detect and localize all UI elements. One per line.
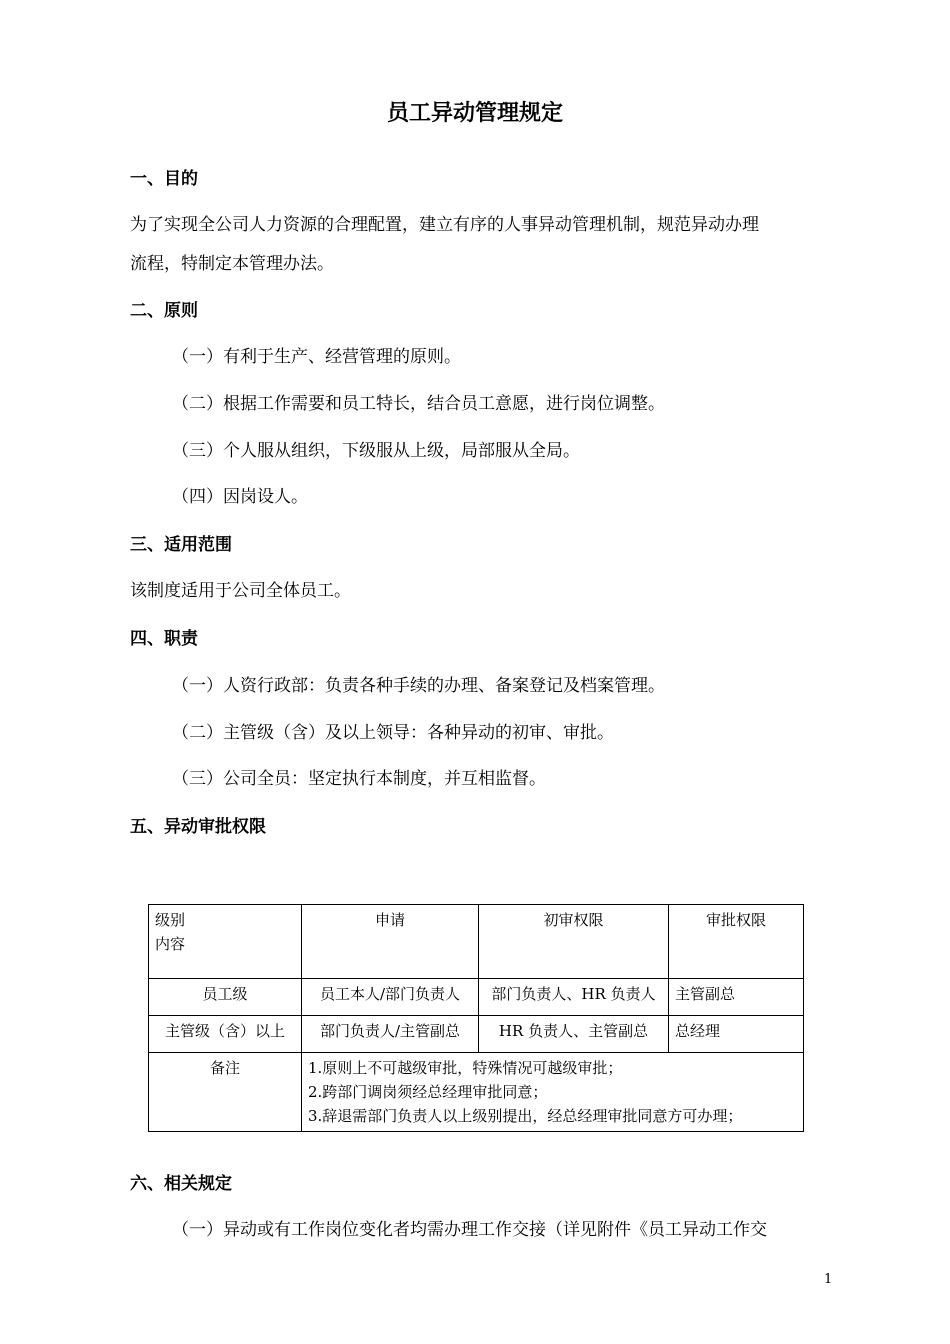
section-2-heading: 二、原则	[130, 301, 198, 321]
document-title: 员工异动管理规定	[386, 101, 563, 126]
row-approval-cell: 主管副总	[669, 979, 804, 1016]
section-4-heading: 四、职责	[130, 629, 198, 649]
scope-text: 该制度适用于公司全体员工。	[130, 581, 351, 601]
duty-item-3: （三）公司全员：坚定执行本制度，并互相监督。	[172, 769, 546, 789]
section-1-heading: 一、目的	[130, 169, 198, 189]
table-row	[149, 1016, 804, 1053]
corner-header-content: 内容	[155, 935, 186, 953]
row-approval-cell: 总经理	[669, 1016, 804, 1053]
header-apply: 申请	[302, 905, 479, 979]
principle-item-4: （四）因岗设人。	[172, 487, 308, 507]
regulation-item-1: （一）异动或有工作岗位变化者均需办理工作交接（详见附件《员工异动工作交	[172, 1220, 767, 1240]
section-1-text-line-2: 流程，特制定本管理办法。	[130, 254, 334, 274]
note-label-cell: 备注	[149, 1053, 302, 1132]
section-1-text-line-1: 为了实现全公司人力资源的合理配置，建立有序的人事异动管理机制，规范异动办理	[130, 215, 759, 235]
approval-authority-table	[148, 904, 804, 1132]
note-line-3: 3.辞退需部门负责人以上级别提出，经总经理审批同意方可办理；	[308, 1107, 743, 1125]
row-level-cell: 主管级（含）以上	[149, 1016, 302, 1053]
note-line-1: 1.原则上不可越级审批，特殊情况可越级审批；	[308, 1059, 623, 1077]
section-6-heading: 六、相关规定	[130, 1174, 232, 1194]
row-apply-cell: 部门负责人/主管副总	[302, 1016, 479, 1053]
corner-header-level: 级别	[155, 911, 186, 929]
corner-header-cell	[149, 905, 302, 979]
duty-item-1: （一）人资行政部：负责各种手续的办理、备案登记及档案管理。	[172, 676, 665, 696]
table-header-row	[149, 905, 804, 979]
row-apply-cell: 员工本人/部门负责人	[302, 979, 479, 1016]
header-initial-review: 初审权限	[479, 905, 669, 979]
principle-item-2: （二）根据工作需要和员工特长，结合员工意愿，进行岗位调整。	[172, 394, 665, 414]
principle-item-3: （三）个人服从组织，下级服从上级，局部服从全局。	[172, 441, 580, 461]
header-approval: 审批权限	[669, 905, 804, 979]
row-initial-review-cell: HR 负责人、主管副总	[479, 1016, 669, 1053]
section-3-heading: 三、适用范围	[130, 535, 232, 555]
principle-item-1: （一）有利于生产、经营管理的原则。	[172, 347, 461, 367]
table-notes-row	[149, 1053, 804, 1132]
duty-item-2: （二）主管级（含）及以上领导：各种异动的初审、审批。	[172, 723, 614, 743]
notes-cell	[302, 1053, 804, 1132]
page-number: 1	[824, 1272, 833, 1287]
section-5-heading: 五、异动审批权限	[130, 817, 266, 837]
note-line-2: 2.跨部门调岗须经总经理审批同意；	[308, 1083, 548, 1101]
row-level-cell: 员工级	[149, 979, 302, 1016]
table-row	[149, 979, 804, 1016]
row-initial-review-cell: 部门负责人、HR 负责人	[479, 979, 669, 1016]
